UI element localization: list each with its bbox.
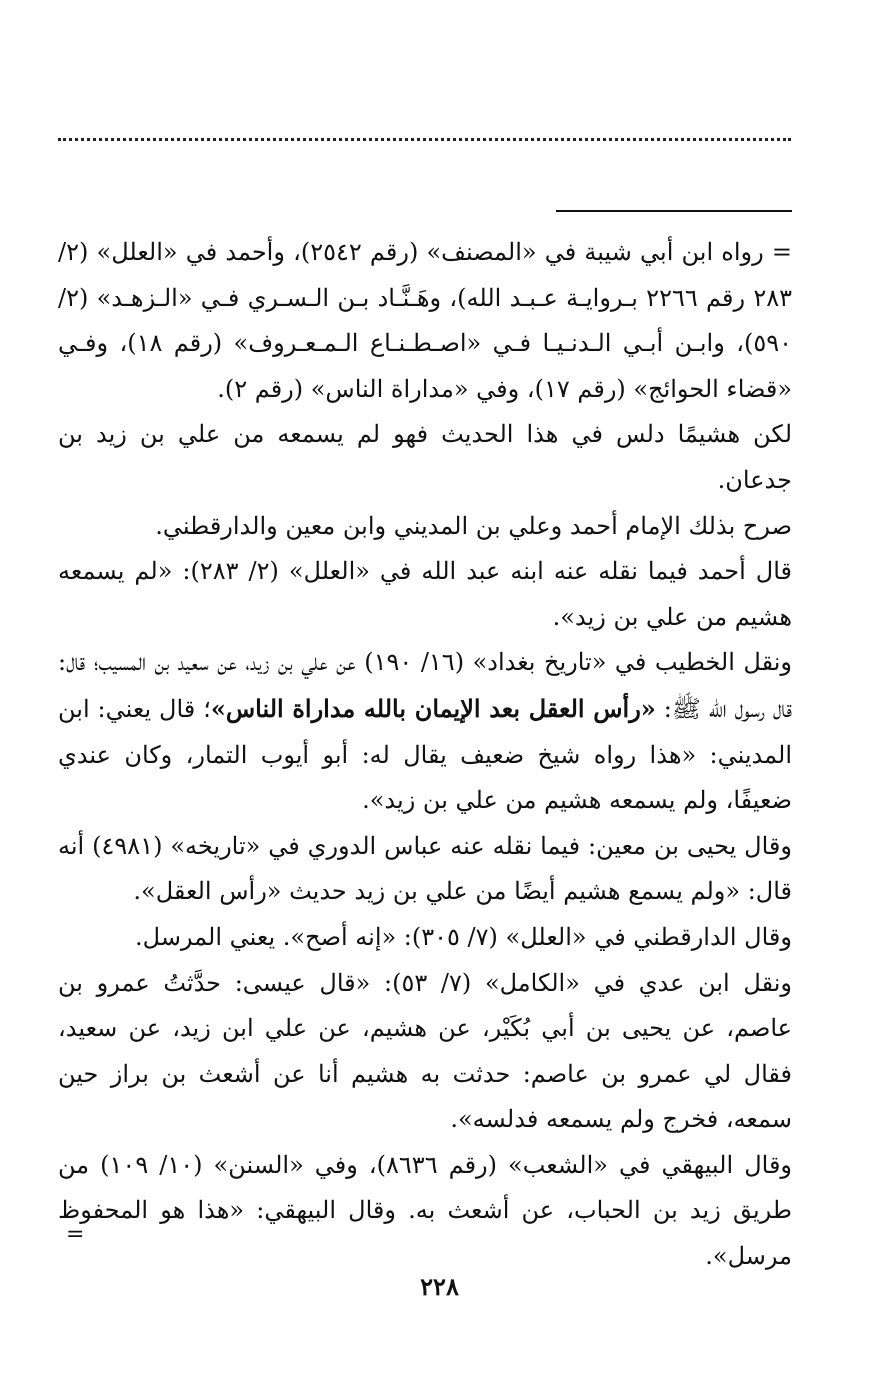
footnote-paragraph: صرح بذلك الإمام أحمد وعلي بن المديني وابن معين والدارقطني. xyxy=(155,511,792,540)
footnote-paragraph: وقال يحيى بن معين: فيما نقله عنه عباس الدوري في «تاريخه» (٤٩٨١) أنه قال: «ولم يسمع هشيم أيضًا من علي بن زيد حديث «رأس العقل». xyxy=(58,831,792,906)
dotted-separator xyxy=(58,138,791,141)
continuation-mark: = xyxy=(66,1222,85,1247)
footnote-paragraph xyxy=(58,640,792,823)
footnote-paragraph: وقال البيهقي في «الشعب» (رقم ٨٦٣٦)، وفي «السنن» (١٠/ ١٠٩) من طريق زيد بن الحباب، عن أشعث به. وقال البيهقي: «هذا هو المحفوظ مرسل». xyxy=(58,1150,792,1271)
paragraph-text: ونقل الخطيب في «تاريخ بغداد» (١٦/ ١٩٠) عن علي بن زيد، عن سعيد بن المسيب؛ قال: قال رسول الله ﷺ: xyxy=(58,648,793,723)
footnote-paragraph: ونقل ابن عدي في «الكامل» (٧/ ٥٣): «قال عيسى: حدَّثتُ عمرو بن عاصم، عن يحيى بن أبي بُكَيْر، عن هشيم، عن علي ابن زيد، عن سعيد، فقال لي عمرو بن عاصم: حدثت به هشيم أنا عن أشعث بن براز حين سمعه، فخرج ولم يسمعه فدلسه». xyxy=(58,968,792,1134)
paragraph-text: ؛ قال يعني: ابن المديني: «هذا رواه شيخ ضعيف يقال له: أبو أيوب التمار، وكان عندي ضعيفًا، ولم يسمعه هشيم من علي بن زيد». xyxy=(58,694,792,815)
footnote-body xyxy=(58,230,792,1280)
footnote-paragraph: لكن هشيمًا دلس في هذا الحديث فهو لم يسمعه من علي بن زيد بن جدعان. xyxy=(58,420,793,494)
hadith-quote: «رأس العقل بعد الإيمان بالله مداراة الناس» xyxy=(210,693,656,723)
footnote-paragraph: وقال الدارقطني في «العلل» (٧/ ٣٠٥): «إنه أصح». يعني المرسل. xyxy=(135,922,792,951)
page-number: ٢٢٨ xyxy=(420,1272,459,1301)
footnote-paragraph: = رواه ابن أبي شيبة في «المصنف» (رقم ٢٥٤٢)، وأحمد في «العلل» (٢/ ٢٨٣ رقم ٢٢٦٦ بـروايـة عـبـد الله)، وهَـنَّـاد بـن الـسـري فـي «الـزهـد» (٢/ ٥٩٠)، وابـن أبـي الـدنـيـا فـي «اصـطـنـاع الـمـعـروف» (رقم ١٨)، وفـي «قضاء الحوائج» (رقم ١٧)، وفي «مداراة الناس» (رقم ٢). xyxy=(58,238,792,403)
footnote-paragraph: قال أحمد فيما نقله عنه ابنه عبد الله في «العلل» (٢/ ٢٨٣): «لم يسمعه هشيم من علي بن زيد». xyxy=(58,557,792,631)
footnote-rule xyxy=(556,210,792,212)
